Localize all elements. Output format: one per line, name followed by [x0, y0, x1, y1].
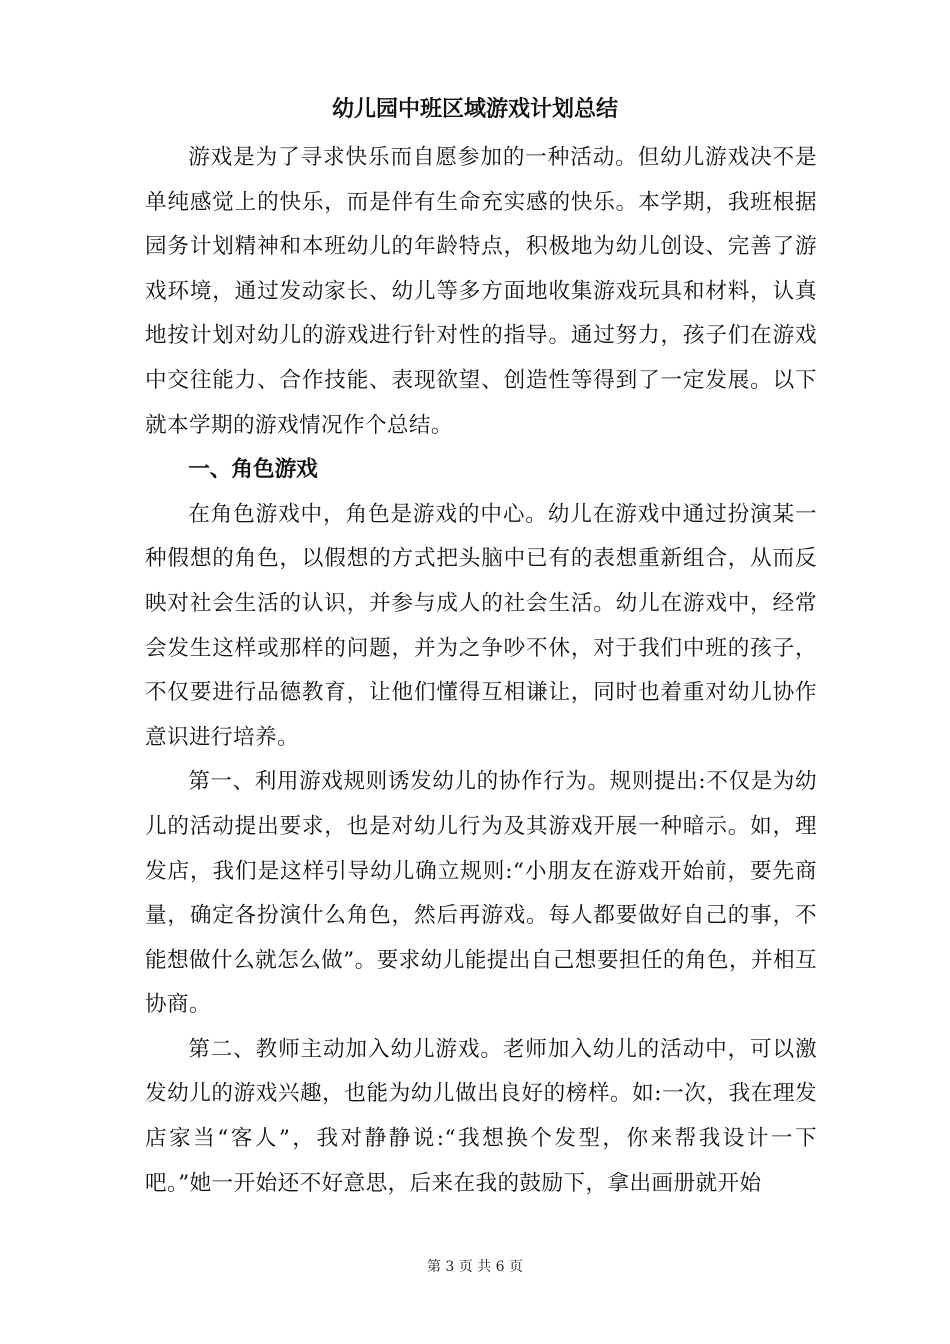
section-heading-role-play: 一、角色游戏: [188, 457, 318, 483]
paragraph-first-point: 第一、利用游戏规则诱发幼儿的协作行为。规则提出:不仅是为幼儿的活动提出要求，也是对幼儿行为及其游戏开展一种暗示。如，理发店，我们是这样引导幼儿确立规则:“小朋友在游戏开始前，要先商量，确定各扮演什么角色，然后再游戏。每人都要做好自己的事，不能想做什么就怎么做”。要求幼儿能提出自己想要担任的角色，并相互协商。: [145, 769, 817, 1018]
document-body: [145, 136, 817, 1206]
paragraph-intro: 游戏是为了寻求快乐而自愿参加的一种活动。但幼儿游戏决不是单纯感觉上的快乐，而是伴有生命充实感的快乐。本学期，我班根据园务计划精神和本班幼儿的年龄特点，积极地为幼儿创设、完善了游戏环境，通过发动家长、幼儿等多方面地收集游戏玩具和材料，认真地按计划对幼儿的游戏进行针对性的指导。通过努力，孩子们在游戏中交往能力、合作技能、表现欲望、创造性等得到了一定发展。以下就本学期的游戏情况作个总结。: [145, 145, 817, 438]
page-number-footer: 第 3 页 共 6 页: [426, 1259, 524, 1275]
paragraph-second-point: 第二、教师主动加入幼儿游戏。老师加入幼儿的活动中，可以激发幼儿的游戏兴趣，也能为幼儿做出良好的榜样。如:一次，我在理发店家当“客人”，我对静静说:“我想换个发型，你来帮我设计一下吧。”她一开始还不好意思，后来在我的鼓励下，拿出画册就开始: [145, 1036, 817, 1196]
document-title: 幼儿园中班区域游戏计划总结: [331, 97, 618, 122]
paragraph-role-play: 在角色游戏中，角色是游戏的中心。幼儿在游戏中通过扮演某一种假想的角色，以假想的方式把头脑中已有的表想重新组合，从而反映对社会生活的认识，并参与成人的社会生活。幼儿在游戏中，经常会发生这样或那样的问题，并为之争吵不休，对于我们中班的孩子，不仅要进行品德教育，让他们懂得互相谦让，同时也着重对幼儿协作意识进行培养。: [145, 501, 817, 750]
